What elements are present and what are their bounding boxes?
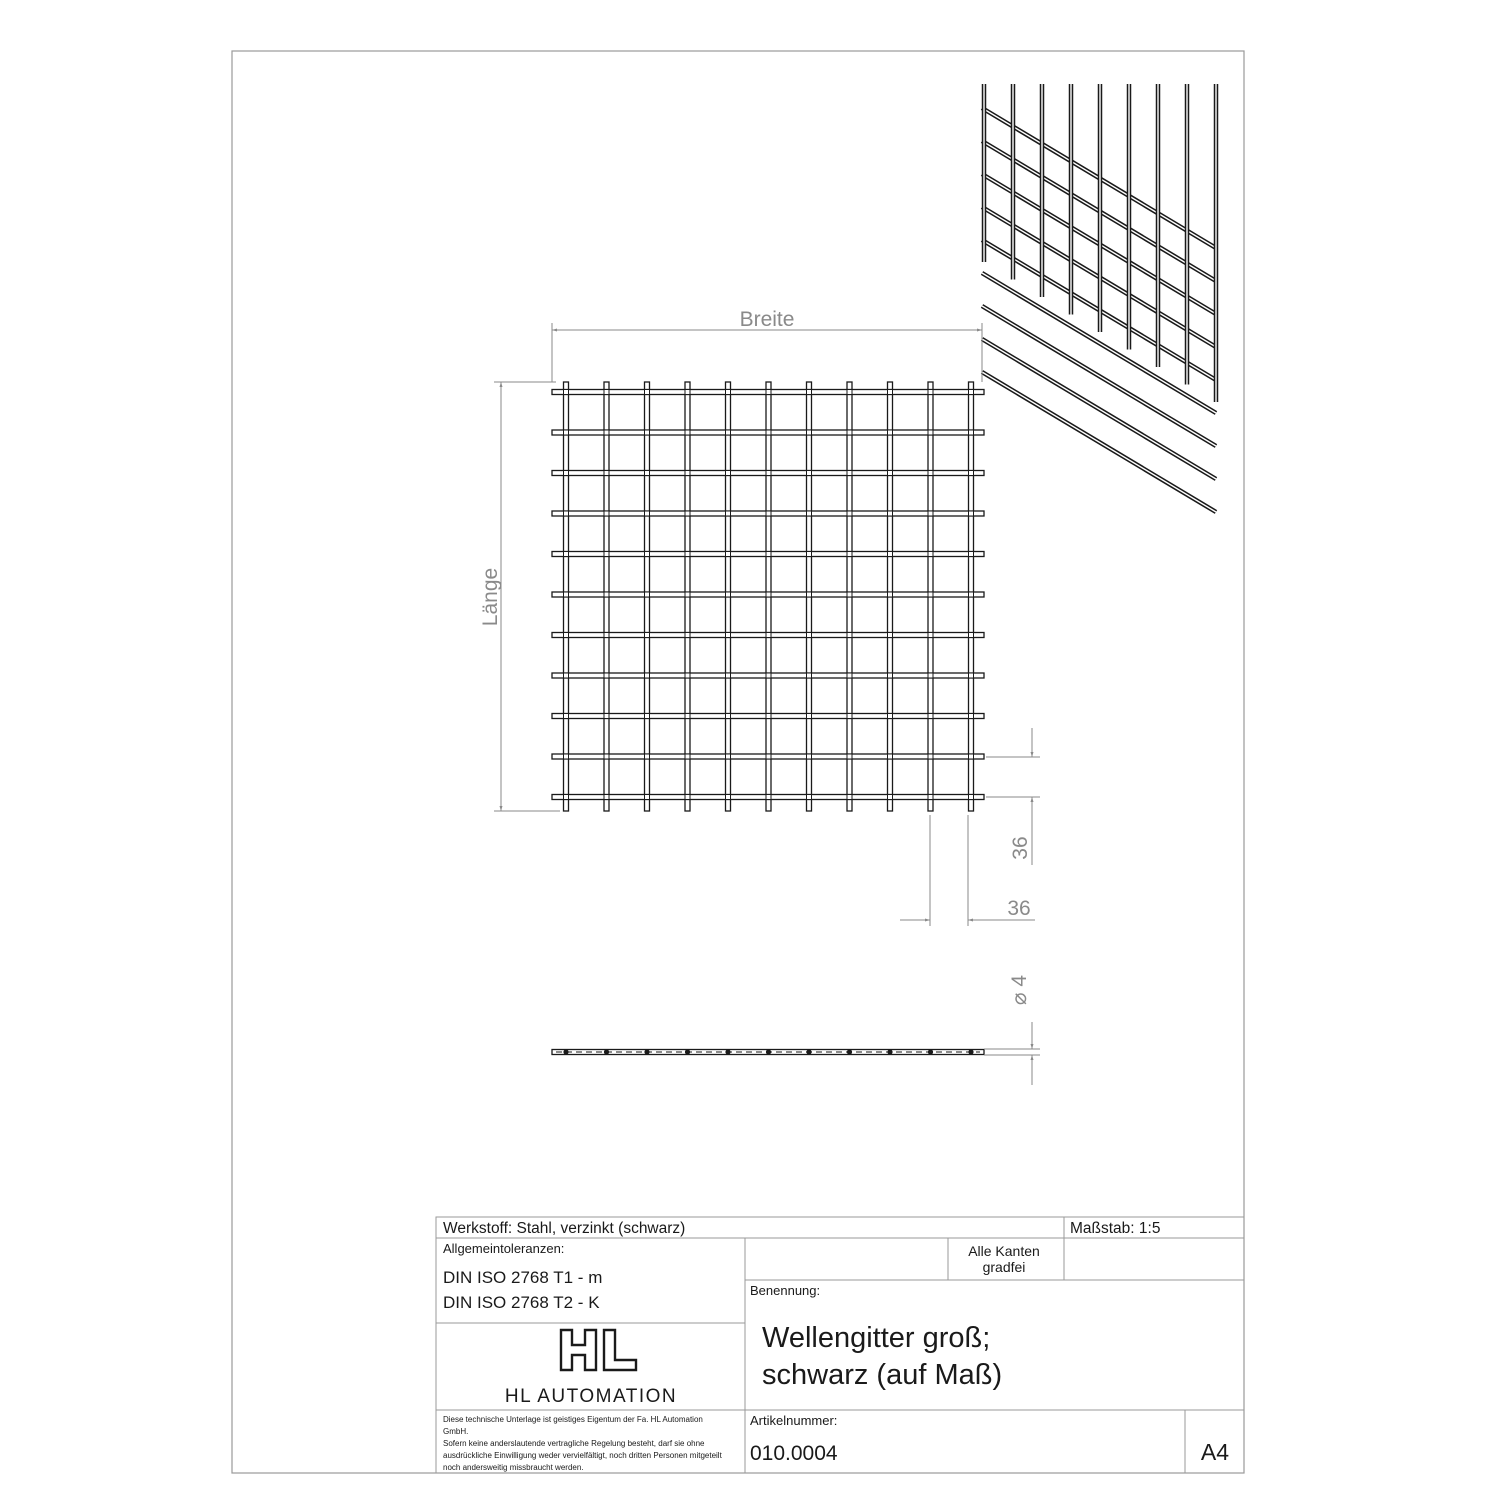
wire-crossing (928, 592, 933, 597)
wire-crossing (928, 754, 933, 759)
wire-crossing (564, 714, 569, 719)
wire-crossing (847, 390, 852, 395)
wire-crossing (969, 714, 974, 719)
drawing-frame (232, 51, 1244, 1473)
designation-label: Benennung: (750, 1283, 821, 1298)
wire-crossing (847, 673, 852, 678)
wire-crossing (807, 673, 812, 678)
wire-crossing (888, 390, 893, 395)
wire-crossing (928, 430, 933, 435)
wire-section (685, 1049, 690, 1054)
dimension-breite (552, 323, 982, 382)
company-name: HL AUTOMATION (504, 1386, 678, 1407)
wire-crossing (604, 390, 609, 395)
isometric-mesh-view (982, 84, 1216, 512)
wire-crossing (726, 552, 731, 557)
wire-crossing (564, 633, 569, 638)
dimension-wire-diameter (984, 1022, 1040, 1085)
wire-section (725, 1049, 730, 1054)
wire-crossing (685, 430, 690, 435)
wire-crossing (645, 511, 650, 516)
wire-crossing (726, 471, 731, 476)
laenge-label: Länge (479, 567, 502, 627)
wire-crossing (847, 430, 852, 435)
wire-crossing (969, 633, 974, 638)
wire-crossing (969, 754, 974, 759)
wire-crossing (969, 430, 974, 435)
wire-crossing (888, 511, 893, 516)
wire-crossing (564, 592, 569, 597)
wire-crossing (928, 633, 933, 638)
wire-crossing (888, 552, 893, 557)
wire-crossing (807, 552, 812, 557)
wire-crossing (807, 714, 812, 719)
wire-crossing (726, 714, 731, 719)
wire-crossing (888, 592, 893, 597)
tolerances-label: Allgemeintoleranzen: (443, 1241, 565, 1256)
wire-crossing (645, 633, 650, 638)
wire-crossing (928, 390, 933, 395)
wire-crossing (604, 592, 609, 597)
wire-section (563, 1049, 568, 1054)
designation-line-1: Wellengitter groß; (762, 1322, 991, 1354)
scale-text: Maßstab: 1:5 (1070, 1220, 1161, 1237)
wire-crossing (888, 714, 893, 719)
wire-crossing (766, 471, 771, 476)
article-number: 010.0004 (750, 1442, 838, 1465)
material-text: Werkstoff: Stahl, verzinkt (schwarz) (443, 1220, 686, 1237)
wire-crossing (847, 511, 852, 516)
wire-crossing (645, 714, 650, 719)
wire-crossing (766, 795, 771, 800)
wire-crossing (888, 673, 893, 678)
wire-crossing (766, 673, 771, 678)
wire-crossing (888, 471, 893, 476)
wire-crossing (564, 471, 569, 476)
wire-crossing (847, 714, 852, 719)
wire-crossing (928, 795, 933, 800)
wire-crossing (807, 430, 812, 435)
legal-line-4: ausdrückliche Einwilligung weder vervielfältigt, noch dritten Personen mitgeteilt (443, 1451, 722, 1460)
wire-crossing (969, 673, 974, 678)
legal-line-3: Sofern keine anderslautende vertragliche Regelung besteht, darf sie ohne (443, 1439, 705, 1448)
wire-crossing (847, 795, 852, 800)
wire-diameter-label: ⌀ 4 (1008, 974, 1031, 1006)
hl-automation-logo (561, 1330, 636, 1370)
wire-crossing (685, 390, 690, 395)
wire-crossing (564, 673, 569, 678)
wire-crossing (604, 714, 609, 719)
front-view-mesh (552, 382, 984, 811)
wire-crossing (685, 754, 690, 759)
wire-crossing (969, 795, 974, 800)
legal-line-5: noch andersweitig missbraucht werden. (443, 1463, 584, 1472)
wire-crossing (847, 471, 852, 476)
wire-crossing (807, 754, 812, 759)
wire-crossing (928, 673, 933, 678)
wire-crossing (604, 795, 609, 800)
wire-crossing (807, 511, 812, 516)
wire-crossing (726, 390, 731, 395)
wire-crossing (645, 673, 650, 678)
wire-crossing (847, 552, 852, 557)
wire-crossing (928, 552, 933, 557)
wire-crossing (969, 511, 974, 516)
wire-crossing (645, 471, 650, 476)
wire-crossing (685, 511, 690, 516)
wire-crossing (888, 795, 893, 800)
wire-crossing (807, 795, 812, 800)
wire-crossing (645, 754, 650, 759)
legal-line-2: GmbH. (443, 1427, 469, 1436)
wire-crossing (726, 511, 731, 516)
tolerance-t1: DIN ISO 2768 T1 - m (443, 1268, 603, 1287)
wire-crossing (969, 552, 974, 557)
wire-crossing (766, 430, 771, 435)
wire-crossing (604, 552, 609, 557)
isometric-wires (982, 84, 1216, 512)
wire-crossing (726, 754, 731, 759)
wire-crossing (645, 390, 650, 395)
wire-crossing (807, 592, 812, 597)
designation-line-2: schwarz (auf Maß) (762, 1359, 1003, 1391)
wire-crossing (888, 430, 893, 435)
wire-crossing (685, 633, 690, 638)
wire-crossing (604, 471, 609, 476)
wire-crossing (564, 511, 569, 516)
wire-crossing (645, 592, 650, 597)
pitch-horizontal-label: 36 (1007, 897, 1031, 920)
wire-crossing (928, 714, 933, 719)
wire-crossing (726, 673, 731, 678)
wire-crossing (766, 714, 771, 719)
wire-crossing (604, 673, 609, 678)
wire-crossing (726, 795, 731, 800)
wire-crossing (685, 673, 690, 678)
wire-crossing (685, 592, 690, 597)
wire-crossing (645, 552, 650, 557)
wire-crossing (807, 390, 812, 395)
wire-section (928, 1049, 933, 1054)
wire-crossing (766, 754, 771, 759)
wire-crossing (969, 471, 974, 476)
side-view-mesh (552, 1049, 984, 1054)
wire-crossing (847, 754, 852, 759)
wire-crossing (564, 754, 569, 759)
wire-crossing (888, 633, 893, 638)
wire-section (766, 1049, 771, 1054)
wire-crossing (766, 633, 771, 638)
sheet-size: A4 (1200, 1439, 1230, 1465)
wire-section (644, 1049, 649, 1054)
wire-section (968, 1049, 973, 1054)
wire-crossing (766, 511, 771, 516)
edges-line-1: Alle Kanten (968, 1243, 1040, 1259)
wire-crossing (564, 430, 569, 435)
wire-section (887, 1049, 892, 1054)
legal-line-1: Diese technische Unterlage ist geistiges Eigentum der Fa. HL Automation (443, 1415, 703, 1424)
wire-crossing (847, 633, 852, 638)
wire-crossing (604, 511, 609, 516)
wire-crossing (888, 754, 893, 759)
wire-crossing (807, 471, 812, 476)
wire-crossing (726, 592, 731, 597)
wire-section (806, 1049, 811, 1054)
wire-crossing (969, 390, 974, 395)
tolerance-t2: DIN ISO 2768 T2 - K (443, 1293, 600, 1312)
wire-crossing (564, 552, 569, 557)
article-label: Artikelnummer: (750, 1413, 838, 1428)
breite-label: Breite (739, 308, 795, 331)
wire-crossing (564, 795, 569, 800)
wire-crossing (685, 795, 690, 800)
wire-crossing (807, 633, 812, 638)
wire-crossing (928, 511, 933, 516)
wire-crossing (847, 592, 852, 597)
pitch-vertical-label: 36 (1009, 836, 1032, 860)
wire-crossing (604, 430, 609, 435)
wire-section (604, 1049, 609, 1054)
wire-crossing (564, 390, 569, 395)
wire-crossing (685, 714, 690, 719)
wire-crossing (766, 552, 771, 557)
edges-line-2: gradfei (982, 1259, 1026, 1275)
wire-crossing (645, 430, 650, 435)
wire-crossing (766, 592, 771, 597)
wire-crossing (766, 390, 771, 395)
wire-crossing (604, 754, 609, 759)
wire-crossing (928, 471, 933, 476)
wire-crossing (726, 633, 731, 638)
wire-crossing (604, 633, 609, 638)
wire-crossing (685, 471, 690, 476)
wire-crossing (969, 592, 974, 597)
dimension-laenge (494, 382, 560, 811)
wire-crossing (685, 552, 690, 557)
wire-section (847, 1049, 852, 1054)
wire-crossing (726, 430, 731, 435)
wire-crossing (645, 795, 650, 800)
